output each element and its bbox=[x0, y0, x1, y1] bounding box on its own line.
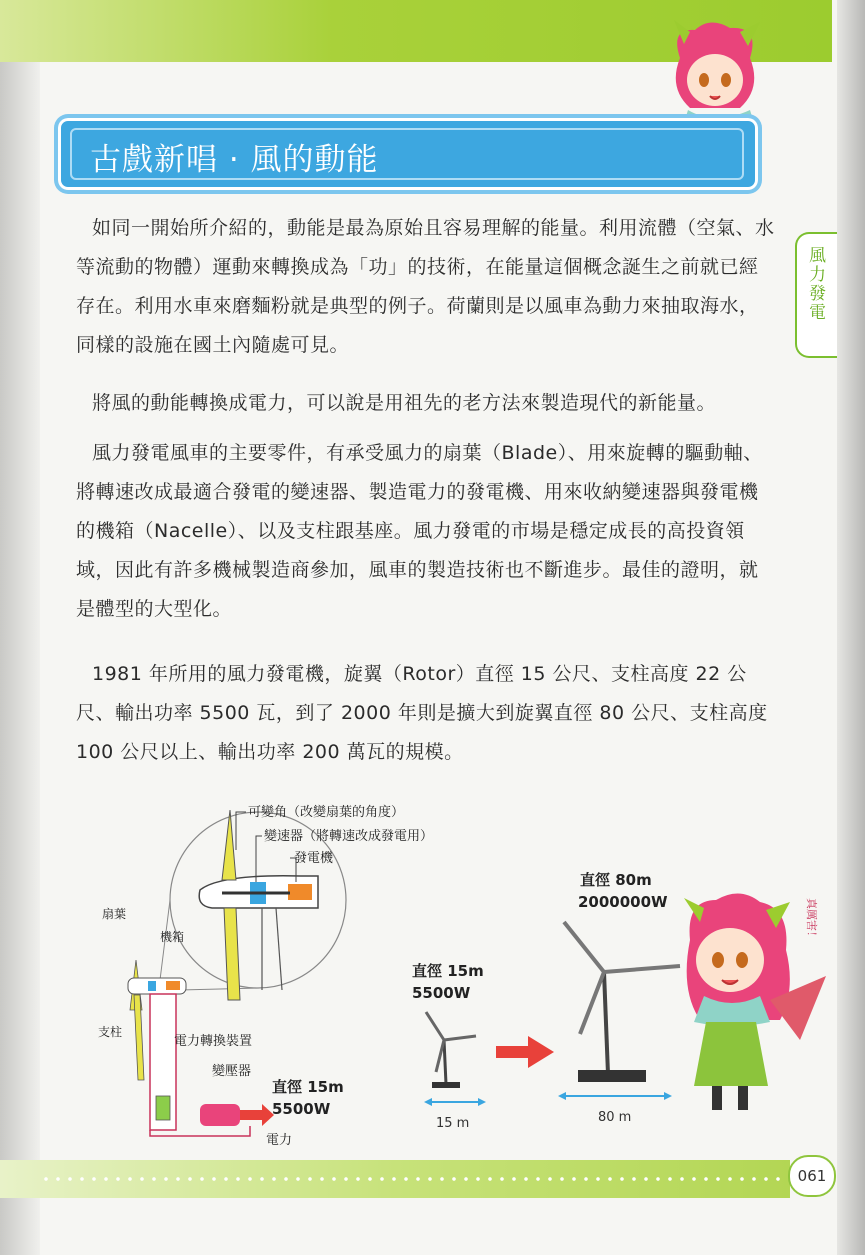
large-generator bbox=[288, 884, 312, 900]
small-turbine-power: 5500W bbox=[412, 984, 471, 1002]
paragraph-4: 1981 年所用的風力發電機，旋翼（Rotor）直徑 15 公尺、支柱高度 22 公尺、輸出功率 5500 瓦，到了 2000 年則是擴大到旋翼直徑 80 公尺、支柱高度 100 公尺以上、輸出功率 200 萬瓦的規模。 bbox=[76, 663, 768, 763]
left-spec-power: 5500W bbox=[272, 1100, 331, 1118]
wind-turbine-diagram bbox=[0, 790, 865, 1160]
section-title: 古戲新唱 · 風的動能 bbox=[90, 142, 379, 178]
label-power: 電力 bbox=[266, 1133, 293, 1148]
big-turbine-diameter: 直徑 80m bbox=[580, 871, 652, 889]
section-title-bar bbox=[58, 118, 758, 190]
paragraph-3: 風力發電風車的主要零件，有承受風力的扇葉（Blade）、用來旋轉的驅動軸、將轉速改成最適合發電的變速器、製造電力的發電機、用來收納變速器與發電機的機箱（Nacelle）、以及支柱跟基座。風力發電的市場是穩定成長的高投資領域，因此有許多機械製造商參加，風車的製造技術也不斷進步。最佳的證明，就是體型的大型化。 bbox=[76, 442, 763, 620]
chapter-side-tab-label: 風力發電 bbox=[805, 246, 825, 322]
small-turbine-width: 15 m bbox=[436, 1116, 470, 1131]
page-number: 061 bbox=[788, 1155, 836, 1197]
label-blade: 扇葉 bbox=[102, 907, 127, 921]
paragraph-1: 如同一開始所介紹的，動能是最為原始且容易理解的能量。利用流體（空氣、水等流動的物體）運動來轉換成為「功」的技術，在能量這個概念誕生之前就已經存在。利用水車來磨麵粉就是典型的例子。荷蘭則是以風車為動力來抽取海水，同樣的設施在國土內隨處可見。 bbox=[76, 217, 775, 356]
bottom-dot-line bbox=[40, 1177, 780, 1181]
small-turbine-diameter: 直徑 15m bbox=[412, 962, 484, 980]
label-nacelle: 機箱 bbox=[160, 930, 185, 944]
exclaim-text: 真厲害！ bbox=[805, 898, 818, 942]
transformer-box bbox=[200, 1104, 240, 1126]
left-spec-diameter: 直徑 15m bbox=[272, 1078, 344, 1096]
label-transformer: 變壓器 bbox=[212, 1064, 252, 1079]
label-gearbox: 變速器（將轉速改成發電用） bbox=[264, 829, 434, 844]
label-pitch: 可變角（改變扇葉的角度） bbox=[248, 805, 405, 820]
small-converter bbox=[156, 1096, 170, 1120]
growth-arrow bbox=[496, 1036, 554, 1068]
mascot-illustration-bottom bbox=[684, 893, 826, 1110]
paragraph-2: 將風的動能轉換成電力，可以說是用祖先的老方法來製造現代的新能量。 bbox=[92, 392, 717, 414]
big-turbine-power: 2000000W bbox=[578, 893, 668, 911]
label-generator: 發電機 bbox=[294, 851, 334, 866]
big-turbine-width: 80 m bbox=[598, 1110, 632, 1125]
label-converter: 電力轉換裝置 bbox=[174, 1034, 253, 1049]
chapter-side-tab bbox=[795, 232, 837, 358]
label-tower: 支柱 bbox=[98, 1025, 123, 1039]
